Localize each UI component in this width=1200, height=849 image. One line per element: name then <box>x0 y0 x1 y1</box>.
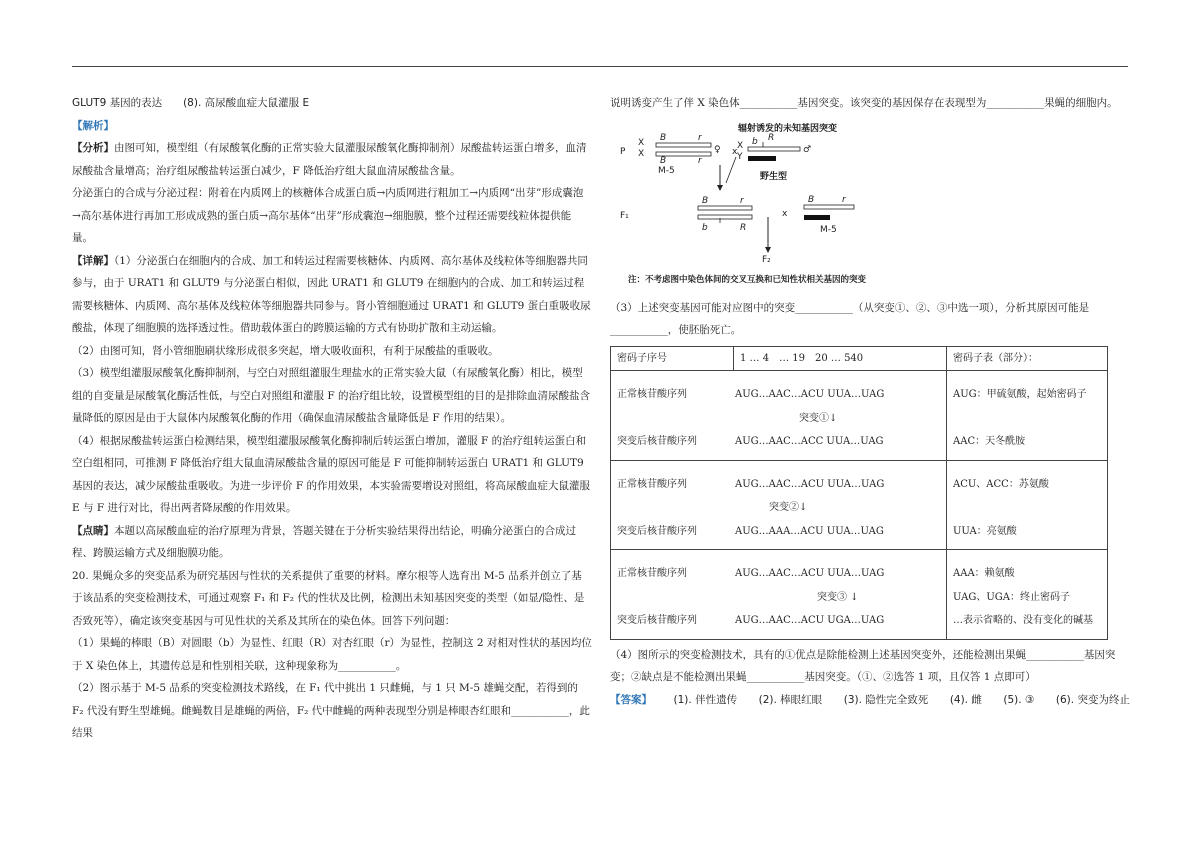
question-20-part-2: （2）图示基于 M-5 品系的突变检测技术路线，在 F₁ 代中挑出 1 只雌蝇，与 1 只 M-5 雄蝇交配，若得到的 F₂ 代没有野生型雄蝇。雌蝇数目是雄蝇的两倍，F₂ 代中雌蝇的两种表现型分别是棒眼杏红眼和___________，此结果 <box>72 682 590 739</box>
question-20-stem: 20. 果蝇众多的突变品系为研究基因与性状的关系提供了重要的材料。摩尔根等人选育出 M-5 品系并创立了基于该品系的突变检测技术，可通过观察 F₁ 和 F₂ 代的性状及比例，检测出未知基因突变的类型（如显/隐性、是否致死等），确定该突变基因与可见性状的关系及其所在的染色体。回答下列问题： <box>72 569 585 627</box>
label-r: r <box>740 195 744 206</box>
right-column <box>610 92 1130 711</box>
diagram-title: 辐射诱发的未知基因突变 <box>738 123 838 134</box>
chromosome-bar <box>804 205 854 209</box>
header-codon-positions: 1 … 4 … 19 20 … 540 <box>734 346 947 371</box>
sequence-mutated: AUG…AAC…ACC UUA…UAG <box>735 436 884 447</box>
row-label-mutated: 突变后核苷酸序列 <box>617 615 697 626</box>
label-x: X <box>638 148 645 159</box>
codon-notes-3 <box>947 550 1108 640</box>
row-label-mutated: 突变后核苷酸序列 <box>617 525 697 537</box>
answer-row <box>610 689 1130 711</box>
row-label-normal: 正常核苷酸序列 <box>617 389 687 400</box>
chromosome-bar <box>698 206 752 210</box>
codon-table <box>610 346 1108 640</box>
codon-note: AAC：天冬酰胺 <box>953 436 1026 447</box>
chromosome-bar <box>748 147 800 151</box>
label-r: r <box>698 132 702 143</box>
answer-6: (6). 突变为终止 <box>1055 693 1130 706</box>
xiangjie-tag: 【详解】 <box>72 254 114 267</box>
analysis-heading: 【解析】 <box>72 119 114 132</box>
question-20-part-3: （3）上述突变基因可能对应图中的突变___________（从突变①、②、③中选一项），分析其原因可能是___________，使胚胎死亡。 <box>610 301 1090 336</box>
xiangjie-text: （1）分泌蛋白在细胞内的合成、加工和转运过程需要核糖体、内质网、高尔基体及线粒体等细胞器共同参与，由于 URAT1 和 GLUT9 与分泌蛋白相似，因此 URAT1 和 GLUT9 在细胞内的合成、加工和转运过程需要核糖体、内质网、高尔基体及线粒体等细胞器共同参与。肾小管细胞通过 URAT1 和 GLUT9 蛋白重吸收尿酸盐，体现了细胞膜的选择透过性。借助载体蛋白的跨膜运输的方式有协助扩散和主动运输。 <box>72 254 591 334</box>
detail-paragraph-3: （3）模型组灌服尿酸氧化酶抑制剂，与空白对照组灌服生理盐水的正常实验大鼠（有尿酸氧化酶）相比，模型组的自变量是尿酸氧化酶活性低，与空白对照组和灌服 F 的治疗组比较，设置模型组的目的是排除血清尿酸盐含量降低的原因是由于大鼠体内尿酸氧化酶的作用（确保血清尿酸盐含量降低是 F 作用的结果）。 <box>72 367 590 424</box>
answer-1: (1). 伴性遗传 <box>673 693 738 706</box>
header-rule <box>72 66 1128 67</box>
dianjing-text: 本题以高尿酸血症的治疗原理为背景，答题关键在于分析实验结果得出结论，明确分泌蛋白的合成过程、跨膜运输方式及细胞膜功能。 <box>72 524 576 559</box>
answer-3: (3). 隐性完全致死 <box>843 693 929 706</box>
label-r: r <box>698 155 702 166</box>
chromosome-bar <box>698 215 752 219</box>
secretion-paragraph: 分泌蛋白的合成与分泌过程：附着在内质网上的核糖体合成蛋白质→内质网进行粗加工→内质网“出芽”形成囊泡→高尔基体进行再加工形成成熟的蛋白质→高尔基体“出芽”形成囊泡→细胞膜，整个过程还需要线粒体提供能量。 <box>72 187 584 244</box>
codon-note: AAA：赖氨酸 <box>953 568 1015 579</box>
row-label-normal: 正常核苷酸序列 <box>617 478 687 490</box>
chromosome-bar <box>656 143 711 147</box>
codon-note: …表示省略的、没有变化的碱基 <box>953 615 1093 626</box>
label-b: b <box>752 136 758 147</box>
detail-paragraph-1 <box>72 250 592 340</box>
label-R: R <box>740 222 747 233</box>
diagram-note: 注：不考虑图中染色体间的交叉互换和已知性状相关基因的突变 <box>628 274 867 285</box>
label-R: R <box>768 132 775 143</box>
label-y: Y <box>737 151 743 162</box>
question-20-part-4: （4）图所示的突变检测技术，具有的①优点是除能检测上述基因突变外，还能检测出果蝇___________基因突变；②缺点是不能检测出果蝇___________基因突变。（①、②选答 1 项，且仅答 1 点即可） <box>610 648 1116 683</box>
header-codon-index: 密码子序号 <box>611 346 734 371</box>
label-x: X <box>737 140 744 151</box>
label-f1: F₁ <box>620 210 629 221</box>
mutation-3-block <box>611 550 947 640</box>
sequence-mutated: AUG…AAC…ACU UGA…UAG <box>735 615 885 626</box>
dianjing-tag: 【点睛】 <box>72 524 114 537</box>
row-label-mutated: 突变后核苷酸序列 <box>617 436 697 447</box>
mutation-2-block <box>611 460 947 550</box>
sequence-normal: AUG…AAC…ACU UUA…UAG <box>735 568 885 579</box>
answer-4: (4). 雌 <box>949 693 982 706</box>
m5-cross-diagram <box>618 121 918 287</box>
codon-note: AUG：甲硫氨酸，起始密码子 <box>953 389 1087 400</box>
label-x: X <box>638 137 645 148</box>
sequence-normal: AUG…AAC…ACU UUA…UAG <box>735 478 885 490</box>
arrow-head <box>765 247 771 253</box>
label-m5: M-5 <box>820 224 837 235</box>
codon-note: UUA：亮氨酸 <box>953 525 1017 537</box>
analysis-paragraph <box>72 137 592 182</box>
label-wild-type: 野生型 <box>760 171 788 182</box>
label-B: B <box>808 194 815 205</box>
label-B: B <box>660 155 667 166</box>
y-chromosome-bar <box>748 156 776 161</box>
arrow-head <box>717 185 723 191</box>
detail-paragraph-2: （2）由图可知，肾小管细胞刷状缘形成很多突起，增大吸收面积，有利于尿酸盐的重吸收。 <box>72 344 499 357</box>
mutation-2-label: 突变②↓ <box>769 502 808 513</box>
codon-notes-1 <box>947 371 1108 461</box>
answer-5: (5). ③ <box>1003 693 1035 706</box>
cross-symbol: x <box>782 208 788 219</box>
label-b: b <box>702 222 708 233</box>
row-label-normal: 正常核苷酸序列 <box>617 568 687 579</box>
label-r: r <box>842 194 846 205</box>
answer-2: (2). 棒眼红眼 <box>758 693 823 706</box>
male-symbol: ♂ <box>803 144 812 155</box>
left-column <box>72 92 592 745</box>
question-20-part-2-continued: 说明诱变产生了伴 X 染色体___________基因突变。该突变的基因保存在表现型为___________果蝇的细胞内。 <box>610 97 1118 109</box>
codon-note: ACU、ACC：苏氨酸 <box>953 478 1049 490</box>
mutation-1-block <box>611 371 947 461</box>
y-chromosome-bar <box>804 215 830 220</box>
sequence-normal: AUG…AAC…ACU UUA…UAG <box>735 389 885 400</box>
arrow-line <box>726 157 736 183</box>
label-B: B <box>702 195 709 206</box>
cross-symbol: x <box>732 146 738 157</box>
codon-note: UAG、UGA：终止密码子 <box>953 591 1070 603</box>
answer-continuation: GLUT9 基因的表达 (8). 高尿酸血症大鼠灌服 E <box>72 97 310 109</box>
label-B: B <box>660 132 667 143</box>
fenxi-tag: 【分析】 <box>72 142 114 154</box>
female-symbol: ♀ <box>714 144 721 155</box>
detail-paragraph-4: （4）根据尿酸盐转运蛋白检测结果，模型组灌服尿酸氧化酶抑制后转运蛋白增加，灌服 F 的治疗组转运蛋白和空白组相同，可推测 F 降低治疗组大鼠血清尿酸盐含量的原因可能是 F 可能抑制转运蛋白 URAT1 和 GLUT9 基因的表达，减少尿酸盐重吸收。为进一步评价 F 的作用效果，本实验需要增设对照组，将高尿酸血症大鼠灌服 E 与 F 进行对比，得出两者降尿酸的作用效果。 <box>72 434 590 514</box>
question-20-part-1: （1）果蝇的棒眼（B）对圆眼（b）为显性、红眼（R）对杏红眼（r）为显性，控制这 2 对相对性状的基因均位于 X 染色体上，其遗传总是和性别相关联，这种现象称为___________。 <box>72 637 592 672</box>
label-p: P <box>620 146 626 157</box>
codon-notes-2 <box>947 460 1108 550</box>
summary-paragraph <box>72 520 592 565</box>
mutation-1-label: 突变①↓ <box>799 412 838 424</box>
fenxi-text: 由图可知，模型组（有尿酸氧化酶的正常实验大鼠灌服尿酸氧化酶抑制剂）尿酸盐转运蛋白增多，血清尿酸盐含量增高；治疗组尿酸盐转运蛋白减少，F 降低治疗组大鼠血清尿酸盐含量。 <box>72 142 587 177</box>
header-codon-table: 密码子表（部分）： <box>947 346 1108 371</box>
label-m5: M-5 <box>658 165 675 176</box>
label-f2: F₂ <box>762 254 771 265</box>
sequence-mutated: AUG…AAA…ACU UUA…UAG <box>735 525 884 537</box>
mutation-3-label: 突变③ ↓ <box>817 591 859 603</box>
answer-heading: 【答案】 <box>610 693 652 706</box>
